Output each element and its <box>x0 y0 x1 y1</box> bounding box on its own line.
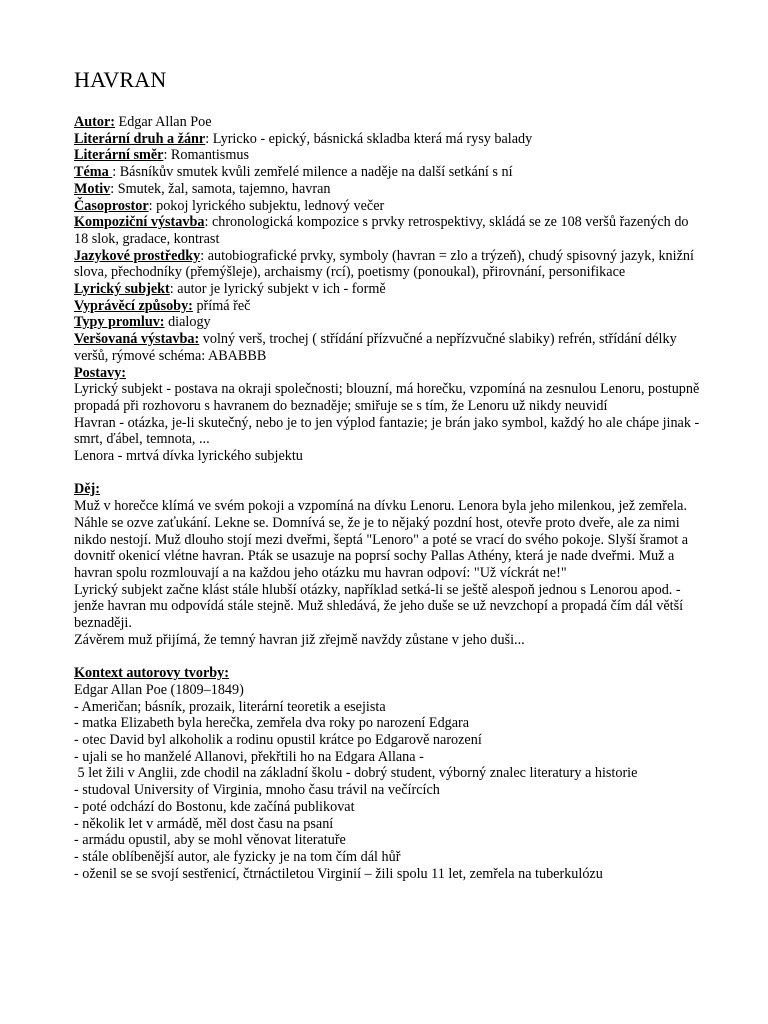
meta-verse <box>74 331 704 364</box>
list-item: - ujali se ho manželé Allanovi, překřtili ho na Edgara Allana - <box>74 748 424 765</box>
plot-section <box>74 481 704 648</box>
meta-value: : Smutek, žal, samota, tajemno, havran <box>110 180 331 197</box>
paragraph: Lyrický subjekt začne klást stále hlubší otázky, například setká-li se ještě alespoň jednou s Lenorou apod. - jenže havran mu odpovídá stále stejně. Muž shledává, že jeho duše se už nevzchopí a propadá čím dál větší beznaději. <box>74 581 684 632</box>
list-item: - několik let v armádě, měl dost času na psaní <box>74 815 334 832</box>
meta-theme <box>74 164 704 181</box>
list-item: - Američan; básník, prozaik, literární teoretik a esejista <box>74 698 386 715</box>
meta-value: : autobiografické prvky, symboly (havran = zlo a trýzeň), chudý spisovný jazyk, knižní slova, přechodníky (přemýšleje), archaismy (rcí), poetismy (ponoukal), přirovnání, personifikace <box>74 247 694 281</box>
meta-label: Literární druh a žánr <box>74 130 206 147</box>
meta-value: : Básníkův smutek kvůli zemřelé milence a naděje na další setkání s ní <box>112 164 513 181</box>
meta-label: Motiv <box>74 180 111 197</box>
meta-value: volný verš, trochej ( střídání přízvučné a nepřízvučné slabiky) refrén, střídání délky veršů, rýmové schéma: ABABBB <box>74 331 677 364</box>
meta-label: Typy promluv: <box>74 314 165 331</box>
spacer <box>74 648 704 665</box>
section-heading: Děj: <box>74 481 100 498</box>
paragraph: Lenora - mrtvá dívka lyrického subjektu <box>74 448 303 465</box>
list-item: - armádu opustil, aby se mohl věnovat literatuře <box>74 832 346 849</box>
meta-label: Literární směr <box>74 147 164 164</box>
spacer <box>74 465 704 482</box>
characters-section <box>74 365 704 465</box>
meta-lyric-subject <box>74 281 704 298</box>
list-item: 5 let žili v Anglii, zde chodil na základní školu - dobrý student, výborný znalec literatury a historie <box>74 765 638 782</box>
context-section <box>74 665 704 882</box>
meta-value: : autor je lyrický subjekt v ich - formě <box>169 281 386 298</box>
meta-label: Lyrický subjekt <box>74 281 170 298</box>
meta-genre <box>74 131 704 148</box>
meta-label: Téma <box>74 164 113 181</box>
meta-composition <box>74 214 704 247</box>
meta-narration <box>74 298 704 315</box>
list-item: - oženil se se svojí sestřenicí, čtrnáctiletou Virginií – žili spolu 11 let, zemřela na tuberkulózu <box>74 865 603 882</box>
meta-value: Edgar Allan Poe <box>114 114 212 130</box>
meta-label: Kompoziční výstavba <box>74 214 205 231</box>
meta-list <box>74 114 704 365</box>
meta-author <box>74 114 704 131</box>
meta-label: Časoprostor <box>74 197 149 214</box>
list-item: - matka Elizabeth byla herečka, zemřela dva roky po narození Edgara <box>74 715 470 732</box>
paragraph: Závěrem muž přijímá, že temný havran již zřejmě navždy zůstane v jeho duši... <box>74 631 525 648</box>
meta-label: Veršovaná výstavba: <box>74 331 200 348</box>
meta-language <box>74 248 704 281</box>
list-item: - studoval University of Virginia, mnoho času trávil na večírcích <box>74 782 440 799</box>
meta-motif <box>74 181 704 198</box>
list-item: - otec David byl alkoholik a rodinu opustil krátce po Edgarově narození <box>74 731 482 748</box>
meta-value: přímá řeč <box>192 297 251 314</box>
paragraph: Muž v horečce klímá ve svém pokoji a vzpomíná na dívku Lenoru. Lenora byla jeho milenkou, jež zemřela. Náhle se ozve zaťukání. Lekne se. Domnívá se, že je to nějaký pozdní host, otevře proto dveře, ale za nimi nikdo nestojí. Muž dlouho stojí mezi dveřmi, šeptá "Lenoro" a poté se vrací do svého pokoje. Slyší šramot a dovnitř okenicí vlétne havran. Pták se usazuje na poprsí sochy Pallas Athény, která je nade dveřmi. Muž a havran spolu rozmlouvají a na každou jeho otázku mu havran odpoví: "Už víckrát ne!" <box>74 498 689 581</box>
document-page <box>74 66 704 882</box>
meta-movement <box>74 147 704 164</box>
meta-speech-types <box>74 314 704 331</box>
section-heading: Postavy: <box>74 364 127 381</box>
meta-label: Vyprávěcí způsoby: <box>74 297 193 314</box>
meta-chronotope <box>74 198 704 215</box>
meta-label: Autor: <box>74 114 115 130</box>
meta-value: : chronologická kompozice s prvky retrospektivy, skládá se ze 108 veršů řazených do 18 slok, gradace, kontrast <box>74 214 689 247</box>
meta-value: dialogy <box>164 314 211 331</box>
meta-value: : pokoj lyrického subjektu, lednový večer <box>148 197 385 214</box>
list-item: - poté odchází do Bostonu, kde začíná publikovat <box>74 798 355 815</box>
section-heading: Kontext autorovy tvorby: <box>74 665 229 682</box>
meta-value: : Romantismus <box>163 147 249 164</box>
paragraph: Lyrický subjekt - postava na okraji společnosti; blouzní, má horečku, vzpomíná na zesnulou Lenoru, postupně propadá při rozhovoru s havranem do beznaděje; smiřuje se s tím, že Lenoru už nikdy neuvidí <box>74 381 700 414</box>
meta-value: : Lyricko - epický, básnická skladba která má rysy balady <box>205 130 533 147</box>
list-item: Edgar Allan Poe (1809–1849) <box>74 681 244 698</box>
meta-label: Jazykové prostředky <box>74 247 201 264</box>
paragraph: Havran - otázka, je-li skutečný, nebo je to jen výplod fantazie; je brán jako symbol, každý ho ale chápe jinak - smrt, ďábel, temnota, ... <box>74 414 700 448</box>
document-title: HAVRAN <box>74 67 167 92</box>
list-item: - stále oblíbenější autor, ale fyzicky je na tom čím dál hůř <box>74 848 401 865</box>
